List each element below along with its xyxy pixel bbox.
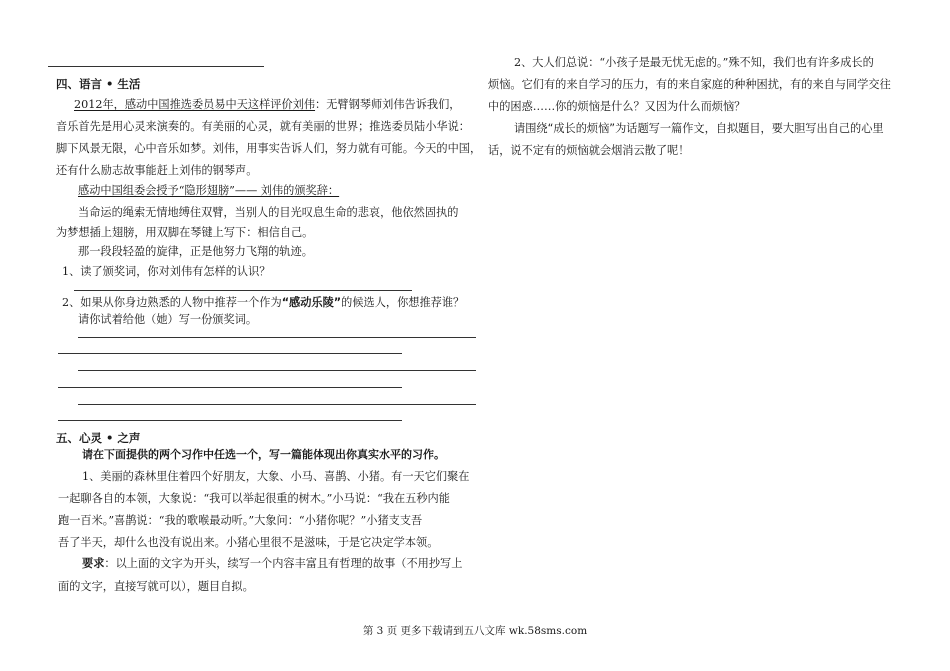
section-4-heading: 四、语言 • 生活 (56, 77, 141, 91)
prompt-2-line-2: 烦恼。它们有的来自学习的压力，有的来自家庭的种种困扰，有的来自与同学交往 (488, 78, 891, 91)
prompt-1-line-4: 吾了半天，却什么也没有说出来。小猪心里很不是滋味，于是它决定学本领。 (58, 536, 439, 549)
prompt-1-line-3: 跑一百米。”喜鹊说：“我的歌喉最动听。”大象问：“小猪你呢？”小猪支支吾 (58, 514, 423, 527)
requirement-line-1 (82, 557, 462, 571)
award-line-3: 那一段段轻盈的旋律，正是他努力飞翔的轨迹。 (78, 245, 313, 258)
question-2 (62, 296, 464, 310)
prompt-2-line-3: 中的困惑……你的烦恼是什么？又因为什么而烦恼？ (488, 100, 746, 113)
requirement-line-2: 面的文字，直接写就可以），题目自拟。 (58, 580, 254, 593)
intro-line-1 (74, 98, 461, 112)
prompt-2-line-4: 请围绕“成长的烦恼”为话题写一篇作文，自拟题目，要大胆写出自己的心里 (514, 122, 884, 135)
question-2-bold: “感动乐陵” (281, 296, 342, 309)
intro-line-1-rest: ：无臂钢琴师刘伟告诉我们， (315, 98, 461, 111)
intro-line-2: 音乐首先是用心灵来演奏的。有美丽的心灵，就有美丽的世界；推选委员陆小华说： (56, 120, 470, 133)
intro-line-3: 脚下风景无限，心中音乐如梦。刘伟，用事实告诉人们，努力就有可能。今天的中国， (56, 142, 482, 155)
answer-line[interactable] (74, 290, 412, 291)
section-5-instruction: 请在下面提供的两个习作中任选一个，写一篇能体现出你真实水平的习作。 (82, 448, 445, 461)
intro-line-4: 还有什么励志故事能赶上刘伟的钢琴声。 (56, 164, 258, 177)
answer-line[interactable] (78, 370, 476, 371)
prompt-1-line-1: 1、美丽的森林里住着四个好朋友，大象、小马、喜鹊、小猪。有一天它们聚在 (82, 470, 470, 483)
answer-line[interactable] (78, 404, 476, 405)
prompt-1-line-2: 一起聊各自的本领，大象说：“我可以举起很重的树木。”小马说：“我在五秒内能 (58, 492, 450, 505)
answer-line[interactable] (78, 337, 476, 338)
award-line-2: 为梦想插上翅膀，用双脚在琴键上写下：相信自己。 (56, 226, 314, 239)
requirement-text: ：以上面的文字为开头，续写一个内容丰富且有哲理的故事（不用抄写上 (104, 557, 463, 570)
answer-line[interactable] (58, 387, 402, 388)
page-footer: 第 3 页 更多下载请到五八文库 wk.58sms.com (362, 625, 588, 637)
award-line-1: 当命运的绳索无情地缚住双臂，当别人的目光叹息生命的悲哀，他依然固执的 (78, 206, 459, 219)
answer-line[interactable] (58, 420, 402, 421)
award-title: 感动中国组委会授予“隐形翅膀”—— 刘伟的颁奖辞： (78, 184, 340, 197)
answer-line[interactable] (58, 353, 402, 354)
prompt-2-line-1: 2、大人们总说：“小孩子是最无忧无虑的。”殊不知，我们也有许多成长的 (514, 56, 874, 69)
question-2-post: 的候选人，你想推荐谁？ (341, 296, 465, 309)
section-5-heading: 五、心灵 • 之声 (56, 431, 141, 445)
question-1: 1、读了颁奖词，你对刘伟有怎样的认识？ (62, 265, 271, 278)
prompt-2-line-5: 话，说不定有的烦恼就会烟消云散了呢！ (488, 144, 690, 157)
requirement-label: 要求 (82, 557, 105, 570)
top-answer-line (48, 66, 264, 67)
question-2-pre: 2、如果从你身边熟悉的人物中推荐一个作为 (62, 296, 282, 309)
intro-line-1-underlined: 2012年，感动中国推选委员易中天这样评价刘伟 (74, 98, 316, 111)
question-2-line-2: 请你试着给他（她）写一份颁奖词。 (78, 313, 258, 326)
